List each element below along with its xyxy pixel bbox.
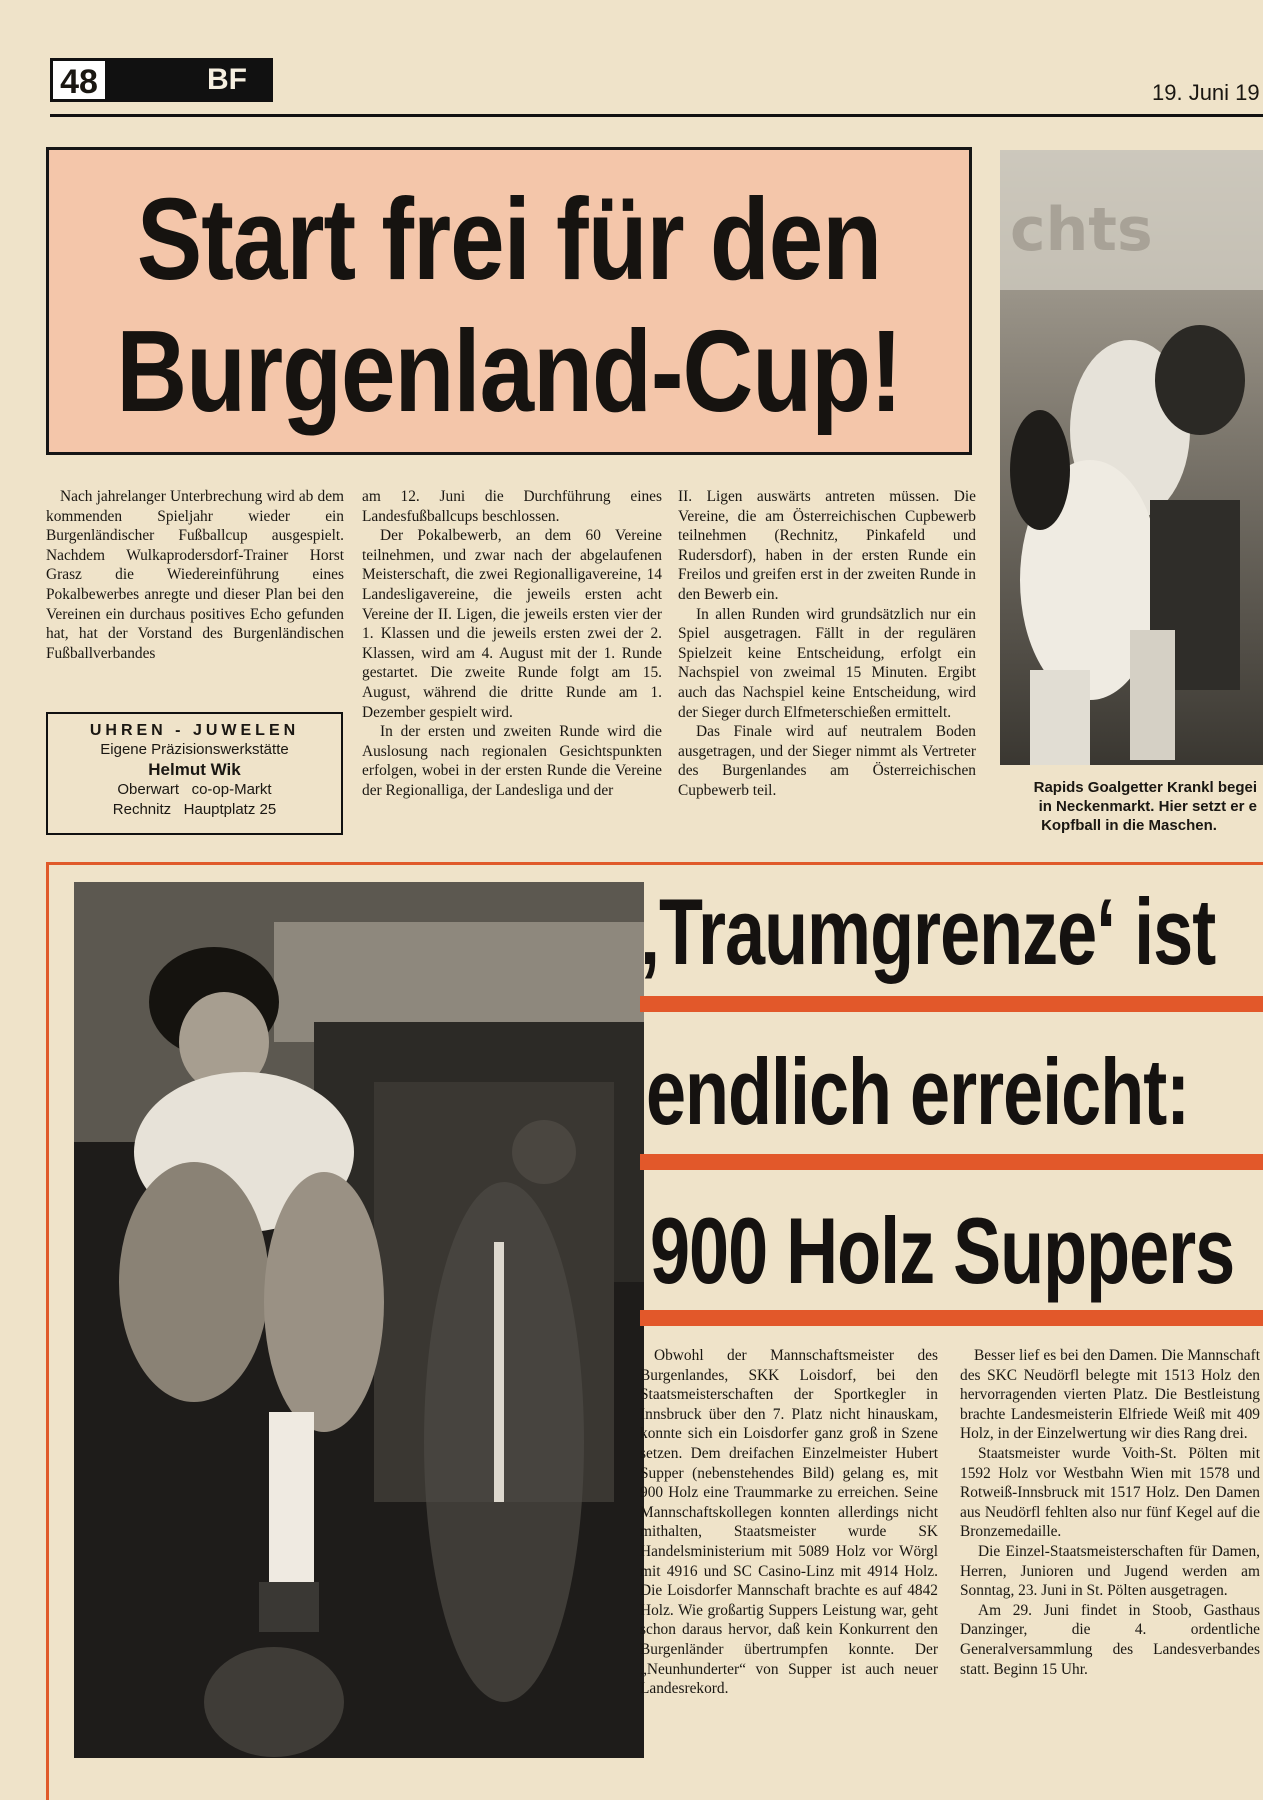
headline2-line-2: endlich erreicht: xyxy=(646,1040,1190,1145)
caption-line: Kopfball in die Maschen. xyxy=(1041,817,1217,834)
football-photo-caption xyxy=(995,778,1263,835)
paragraph: Der Pokalbewerb, an dem 60 Vereine teilnehmen, und zwar nach der abgelaufenen Meisterschaft, die zwei Regionalligavereine, 14 Landesligavereine, die jeweils ersten acht Vereine der II. Ligen, die jeweils ersten vier der 1. Klassen und die jeweils ersten zwei der 2. Klassen, wird am 4. August mit der 1. Runde gestartet. Die zweite Runde folgt am 15. August, während die dritte Runde am 1. Dezember gespielt wird. xyxy=(362,527,662,721)
ad-name: Helmut Wik xyxy=(148,760,241,779)
paragraph: Am 29. Juni findet in Stoob, Gasthaus Danzinger, die 4. ordentliche Generalversammlung des Landesverbandes statt. Beginn 15 Uhr. xyxy=(960,1601,1260,1678)
ad-title: UHREN - JUWELEN xyxy=(89,722,300,739)
caption-line: Rapids Goalgetter Krankl begei xyxy=(1033,779,1257,796)
paragraph: Besser lief es bei den Damen. Die Mannschaft des SKC Neudörfl belegte mit 1513 Holz den hervorragenden vierten Platz. Die Bestleistung brachte Landesmeisterin Elfriede Weiß mit 409 Holz, in der Einzelwertung wir dies Rang drei. xyxy=(960,1347,1260,1443)
ad-subtitle: Eigene Präzisionswerkstätte xyxy=(100,741,289,758)
paragraph: Nach jahrelanger Unterbrechung wird ab dem kommenden Spieljahr wieder ein Burgenländischer Fußballcup ausgespielt. Nachdem Wulkaprodersdorf-Trainer Horst Grasz die Wiedereinführung eines Pokalbewerbes anregte und dieser Plan bei den Vereinen ein durchaus positives Echo gefunden hat, hat der Vorstand des Burgenländischen Fußballverbandes xyxy=(46,488,344,662)
paragraph: In der ersten und zweiten Runde wird die Auslosung nach regionalen Gesichtspunkten erfolgen, wobei in der ersten Runde die Vereine der Regionalliga, der Landesliga und der xyxy=(362,723,662,799)
paragraph: In allen Runden wird grundsätzlich nur ein Spiel ausgetragen. Fällt in der regulären Spielzeit keine Entscheidung, erfolgt ein Nachspiel von zweimal 15 Minuten. Ergibt auch das Nachspiel keine Entscheidung, wird der Sieger durch Elfmeterschießen ermittelt. xyxy=(678,605,976,721)
article1-column-3 xyxy=(678,487,976,801)
paragraph: Das Finale wird auf neutralem Boden ausgetragen, und der Sieger nimmt als Vertreter des Burgenlandes am Österreichischen Cupbewerb teil. xyxy=(678,723,976,799)
headline2-line-1: ‚Traumgrenze‘ ist xyxy=(640,880,1216,985)
caption-line: in Neckenmarkt. Hier setzt er e xyxy=(1038,798,1257,815)
section-label: BF xyxy=(108,58,273,102)
ad-address-1: Oberwart co-op-Markt xyxy=(117,781,272,798)
jeweler-advertisement xyxy=(46,712,343,835)
paragraph: II. Ligen auswärts antreten müssen. Die Vereine, die am Österreichischen Cupbewerb teilnehmen (Rechnitz, Pinkafeld und Rudersdorf), haben in der ersten Runde ein Freilos und greifen erst in der zweiten Runde in den Bewerb ein. xyxy=(678,488,976,603)
article1-column-1 xyxy=(46,487,344,663)
bowling-photo xyxy=(74,882,644,1758)
paragraph: Obwohl der Mannschaftsmeister des Burgenlandes, SKK Loisdorf, bei den Staatsmeisterschaften der Sportkegler in Innsbruck über den 7. Platz nicht hinauskam, konnte sich ein Loisdorfer ganz groß in Szene setzen. Dem dreifachen Einzelmeister Hubert Supper (nebenstehendes Bild) gelang es, mit 900 Holz eine Traummarke zu erreichen. Seine Mannschaftskollegen konnten allerdings nicht mithalten, Staatsmeister wurde SK Handelsministerium mit 5089 Holz vor Wörgl mit 4916 und SC Casino-Linz mit 4914 Holz. Die Loisdorfer Mannschaft brachte es auf 4842 Holz. Wie großartig Suppers Leistung war, geht schon daraus hervor, daß kein Konkurrent den Burgenländer übertrumpfen konnte. Der „Neunhunderter“ von Supper ist auch neuer Landesrekord. xyxy=(640,1347,938,1698)
headline2-line-3: 900 Holz Suppers xyxy=(650,1199,1235,1304)
paragraph: am 12. Juni die Durchführung eines Landesfußballcups beschlossen. xyxy=(362,488,662,525)
football-photo xyxy=(1000,150,1263,765)
paragraph: Staatsmeister wurde Voith-St. Pölten mit 1592 Holz vor Westbahn Wien mit 1578 und Rotweiß-Innsbruck mit 1517 Holz. Den Damen aus Neudörfl fehlten also nur fünf Kegel auf die Bronzemedaille. xyxy=(960,1444,1260,1541)
page-number: 48 xyxy=(50,58,108,102)
headline-line-1: Start frei für den xyxy=(136,174,882,304)
article1-column-2 xyxy=(362,487,662,801)
article2-column-1 xyxy=(640,1346,938,1699)
headline-line-2: Burgenland-Cup! xyxy=(116,306,902,436)
paragraph: Die Einzel-Staatsmeisterschaften für Damen, Herren, Junioren und Jugend werden am Sonntag, 23. Juni in St. Pölten ausgetragen. xyxy=(960,1542,1260,1600)
orange-rule xyxy=(640,1310,1263,1326)
svg-text:chts: chts xyxy=(1010,195,1153,265)
orange-rule xyxy=(640,996,1263,1012)
ad-address-2: Rechnitz Hauptplatz 25 xyxy=(112,801,277,818)
headline-box xyxy=(46,147,972,455)
article2-column-2 xyxy=(960,1346,1260,1679)
orange-rule xyxy=(640,1154,1263,1170)
header-rule xyxy=(50,114,1263,117)
issue-date: 19. Juni 19 xyxy=(1152,80,1260,105)
